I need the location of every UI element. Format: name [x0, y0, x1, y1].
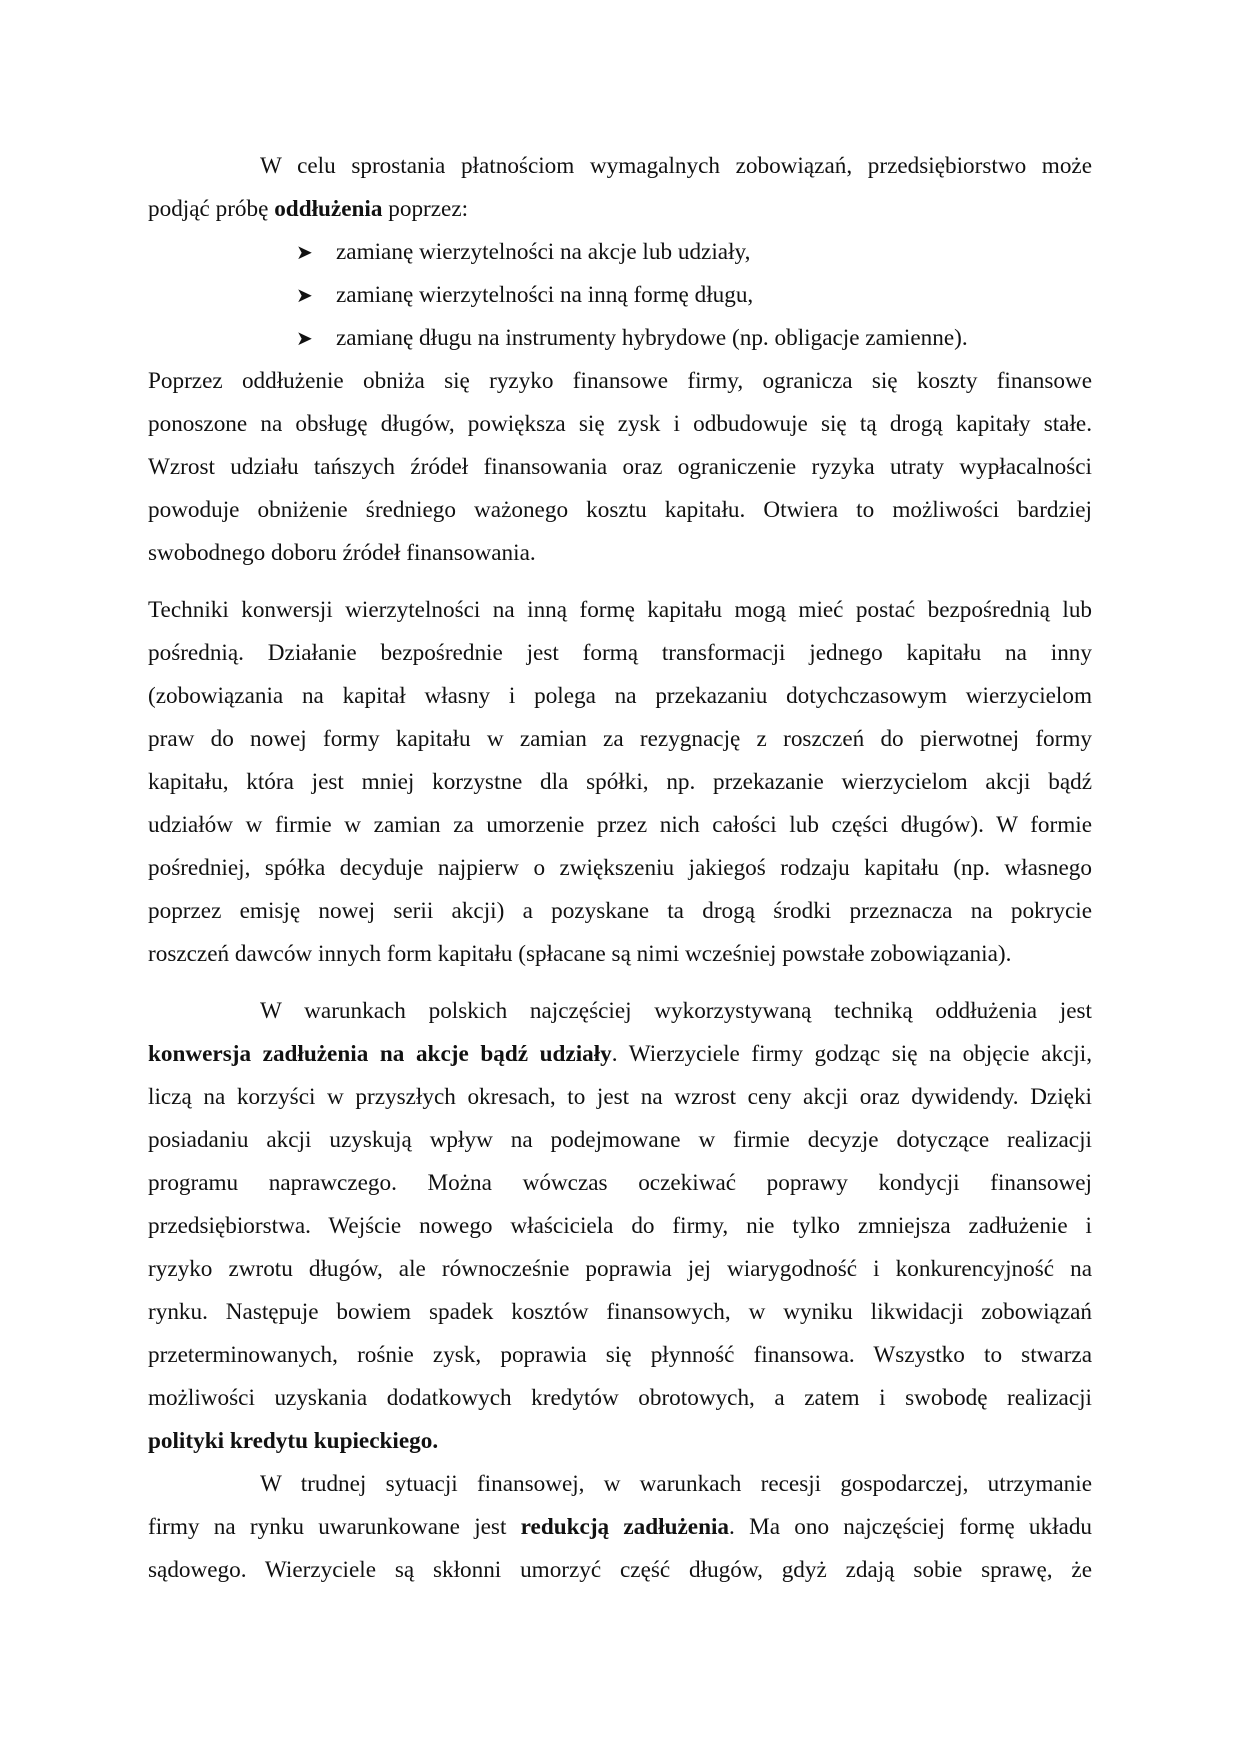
paragraph-4-line [148, 1248, 1092, 1291]
paragraph-4-line [148, 1291, 1092, 1334]
paragraph-3-text: poprzez emisję nowej serii akcji) a pozyskane ta drogą środki przeznacza na pokrycie [148, 898, 1092, 924]
paragraph-5-text: W trudnej sytuacji finansowej, w warunkach recesji gospodarczej, utrzymanie [260, 1471, 1092, 1497]
paragraph-3-line [148, 632, 1092, 675]
paragraph-4-text: programu naprawczego. Można wówczas oczekiwać poprawy kondycji finansowej [148, 1170, 1092, 1196]
paragraph-2-text: powoduje obniżenie średniego ważonego kosztu kapitału. Otwiera to możliwości bardziej [148, 497, 1092, 523]
paragraph-4-text: rynku. Następuje bowiem spadek kosztów finansowych, w wyniku likwidacji zobowiązań [148, 1299, 1092, 1325]
paragraph-3-line [148, 761, 1092, 804]
bullet-item [148, 274, 1092, 317]
paragraph-2-text: Poprzez oddłużenie obniża się ryzyko finansowe firmy, ogranicza się koszty finansowe [148, 368, 1092, 394]
paragraph-1-line-1 [148, 145, 1092, 188]
paragraph-3-line [148, 890, 1092, 933]
paragraph-2-line [148, 489, 1092, 532]
paragraph-1-line-2 [148, 188, 1092, 231]
paragraph-4-line [148, 1162, 1092, 1205]
paragraph-5-text: sądowego. Wierzyciele są skłonni umorzyć część długów, gdyż zdają sobie sprawę, że [148, 1557, 1092, 1583]
paragraph-2-line [148, 360, 1092, 403]
paragraph-5-text: firmy na rynku uwarunkowane jest [148, 1514, 521, 1540]
paragraph-2-text: swobodnego doboru źródeł finansowania. [148, 540, 536, 566]
paragraph-4-text: . Wierzyciele firmy godząc się na objęcie akcji, [611, 1041, 1092, 1067]
bullet-item [148, 231, 1092, 274]
paragraph-3-text: udziałów w firmie w zamian za umorzenie przez nich całości lub części długów). W formie [148, 812, 1092, 838]
paragraph-4-text: możliwości uzyskania dodatkowych kredytów obrotowych, a zatem i swobodę realizacji [148, 1385, 1092, 1411]
paragraph-1-text: W celu sprostania płatnościom wymagalnych zobowiązań, przedsiębiorstwo może [260, 153, 1092, 179]
paragraph-3-line [148, 675, 1092, 718]
paragraph-1-text: poprzez: [382, 196, 469, 222]
paragraph-3-line [148, 589, 1092, 632]
paragraph-5-line [148, 1549, 1092, 1592]
bold-term-konwersja: konwersja zadłużenia na akcje bądź udziały [148, 1041, 612, 1067]
bullet-item [148, 317, 1092, 360]
paragraph-4-line [148, 1334, 1092, 1377]
paragraph-3-text: kapitału, która jest mniej korzystne dla spółki, np. przekazanie wierzycielom akcji bądź [148, 769, 1092, 795]
paragraph-3-line [148, 804, 1092, 847]
paragraph-4-text: ryzyko zwrotu długów, ale równocześnie poprawia jej wiarygodność i konkurencyjność na [148, 1256, 1092, 1282]
paragraph-5-line [148, 1506, 1092, 1549]
paragraph-3-line [148, 847, 1092, 890]
paragraph-4-text: liczą na korzyści w przyszłych okresach, to jest na wzrost ceny akcji oraz dywidendy. Dzięki [148, 1084, 1092, 1110]
paragraph-3-line [148, 933, 1092, 976]
paragraph-2-line [148, 403, 1092, 446]
arrowhead-right-icon: ➤ [296, 240, 313, 264]
paragraph-gap [148, 976, 1092, 990]
bullet-text: zamianę wierzytelności na akcje lub udziały, [336, 239, 751, 265]
paragraph-4-text: przeterminowanych, rośnie zysk, poprawia się płynność finansowa. Wszystko to stwarza [148, 1342, 1092, 1368]
paragraph-4-text: przedsiębiorstwa. Wejście nowego właściciela do firmy, nie tylko zmniejsza zadłużenie i [148, 1213, 1092, 1239]
paragraph-4-text: W warunkach polskich najczęściej wykorzystywaną techniką oddłużenia jest [260, 998, 1092, 1024]
bold-term-polityki: polityki kredytu kupieckiego. [148, 1428, 439, 1454]
document-page [148, 145, 1092, 1592]
paragraph-2-line [148, 446, 1092, 489]
paragraph-3-text: praw do nowej formy kapitału w zamian za rezygnację z roszczeń do pierwotnej formy [148, 726, 1092, 752]
paragraph-2-line [148, 532, 1092, 575]
paragraph-gap [148, 575, 1092, 589]
paragraph-4-line [148, 1420, 1092, 1463]
paragraph-4-line [148, 1377, 1092, 1420]
bullet-text: zamianę długu na instrumenty hybrydowe (np. obligacje zamienne). [336, 325, 968, 351]
arrowhead-right-icon: ➤ [296, 283, 313, 307]
paragraph-4-text: posiadaniu akcji uzyskują wpływ na podejmowane w firmie decyzje dotyczące realizacji [148, 1127, 1092, 1153]
paragraph-4-line [148, 1033, 1092, 1076]
bold-term-redukcja: redukcją zadłużenia [520, 1514, 730, 1540]
paragraph-3-text: pośrednią. Działanie bezpośrednie jest formą transformacji jednego kapitału na inny [148, 640, 1092, 666]
paragraph-5-line [148, 1463, 1092, 1506]
paragraph-4-line [148, 1205, 1092, 1248]
paragraph-3-text: pośredniej, spółka decyduje najpierw o zwiększeniu jakiegoś rodzaju kapitału (np. własnego [148, 855, 1092, 881]
paragraph-2-text: ponoszone na obsługę długów, powiększa się zysk i odbudowuje się tą drogą kapitały stałe. [148, 411, 1092, 437]
paragraph-5-text: . Ma ono najczęściej formę układu [729, 1514, 1093, 1540]
paragraph-3-line [148, 718, 1092, 761]
paragraph-4-line [148, 1076, 1092, 1119]
bold-term-oddluzenia: oddłużenia [274, 196, 383, 222]
paragraph-4-line [148, 990, 1092, 1033]
paragraph-2-text: Wzrost udziału tańszych źródeł finansowania oraz ograniczenie ryzyka utraty wypłacalności [148, 454, 1092, 480]
paragraph-4-line [148, 1119, 1092, 1162]
paragraph-1-text: podjąć próbę [148, 196, 275, 222]
arrowhead-right-icon: ➤ [296, 326, 313, 350]
bullet-text: zamianę wierzytelności na inną formę długu, [336, 282, 754, 308]
paragraph-3-text: Techniki konwersji wierzytelności na inną formę kapitału mogą mieć postać bezpośrednią lub [148, 597, 1092, 623]
paragraph-3-text: (zobowiązania na kapitał własny i polega na przekazaniu dotychczasowym wierzycielom [148, 683, 1092, 709]
paragraph-3-text: roszczeń dawców innych form kapitału (spłacane są nimi wcześniej powstałe zobowiązania). [148, 941, 1012, 967]
